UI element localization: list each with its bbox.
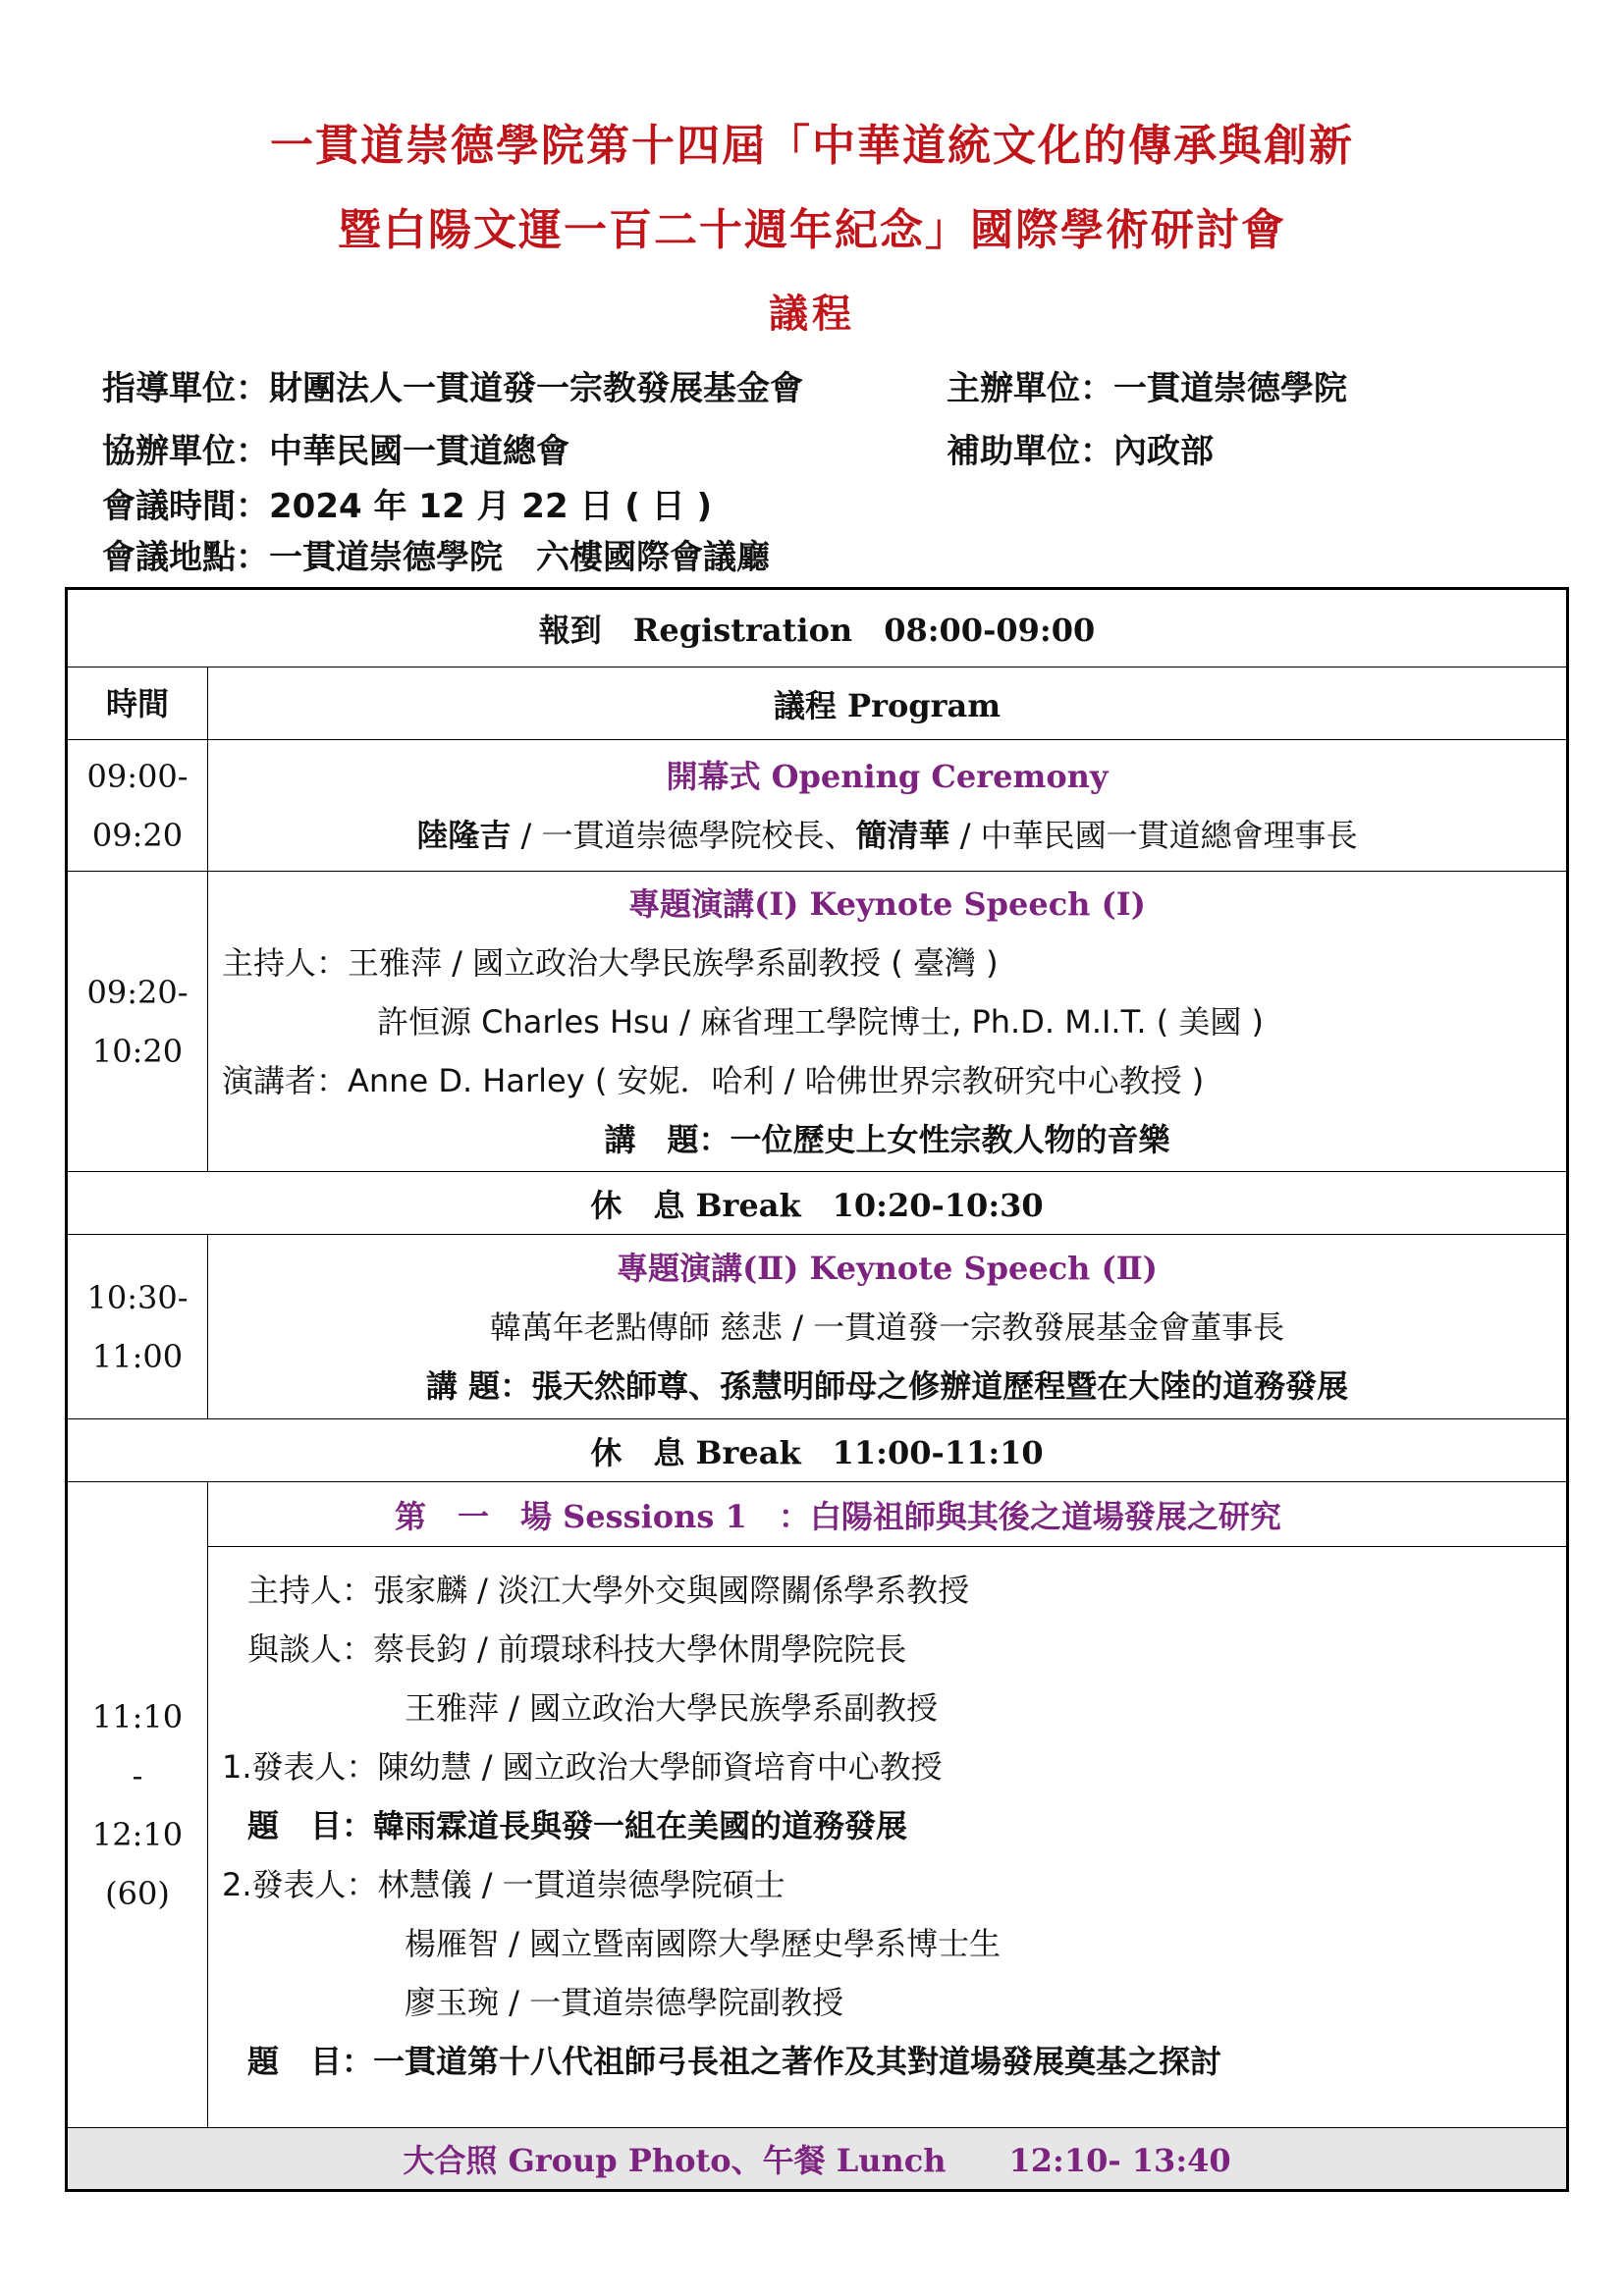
opening-time — [67, 740, 208, 872]
session1-time — [67, 1482, 208, 2128]
opening-time-start: 09:00- — [86, 757, 189, 795]
document-title-line1: 一貫道崇德學院第十四屆「中華道統文化的傳承與創新 — [270, 121, 1354, 171]
keynote2-program — [208, 1235, 1568, 1419]
break2-row — [67, 1419, 1568, 1482]
registration-row — [67, 589, 1568, 667]
keynote1-speaker: 演講者：Anne D. Harley ( 安妮．哈利 / 哈佛世界宗教研究中心教授 ) — [222, 1061, 1205, 1099]
keynote1-host2: 許恒源 Charles Hsu / 麻省理工學院博士, Ph.D. M.I.T. ( 美國 ) — [377, 1002, 1265, 1041]
keynote1-time — [67, 872, 208, 1172]
organizer-unit: 主辦單位：一貫道崇德學院 — [947, 369, 1347, 408]
keynote2-title: 專題演講(Ⅱ) Keynote Speech (Ⅱ) — [617, 1249, 1158, 1287]
keynote2-time-start: 10:30- — [86, 1278, 189, 1316]
lunch-cell: 大合照 Group Photo、午餐 Lunch 12:10- 13:40 — [67, 2128, 1568, 2191]
session1-time-end: 12:10 — [91, 1815, 184, 1853]
keynote1-host1: 主持人：王雅萍 / 國立政治大學民族學系副教授 ( 臺灣 ) — [222, 943, 999, 982]
keynote1-time-start: 09:20- — [86, 973, 189, 1011]
session1-host: 主持人：張家麟 / 淡江大學外交與國際關係學系教授 — [247, 1572, 970, 1609]
opening-role1: / 一貫道崇德學院校長、 — [511, 816, 856, 854]
keynote1-program — [208, 872, 1568, 1172]
opening-program — [208, 740, 1568, 872]
agenda-table — [65, 587, 1569, 2192]
meeting-time: 會議時間：2024 年 12 月 22 日 ( 日 ) — [102, 487, 713, 526]
lunch-row — [67, 2128, 1568, 2191]
keynote2-speaker: 韓萬年老點傳師 慈悲 / 一貫道發一宗教發展基金會董事長 — [489, 1308, 1285, 1346]
opening-name2: 簡清華 — [855, 816, 950, 854]
registration-cell: 報到 Registration 08:00-09:00 — [67, 589, 1568, 667]
meeting-venue: 會議地點：一貫道崇德學院 六樓國際會議廳 — [102, 538, 770, 577]
keynote1-time-end: 10:20 — [91, 1032, 184, 1070]
session1-time-start: 11:10 — [91, 1697, 184, 1735]
break1-row — [67, 1172, 1568, 1235]
opening-role2: / 中華民國一貫道總會理事長 — [949, 816, 1358, 854]
keynote1-topic: 講 題：一位歷史上女性宗教人物的音樂 — [604, 1120, 1170, 1158]
session1-presenter1: 1.發表人：陳幼慧 / 國立政治大學師資培育中心教授 — [222, 1748, 943, 1786]
keynote2-time — [67, 1235, 208, 1419]
opening-row — [67, 740, 1568, 872]
document-title-line2: 暨白陽文運一百二十週年紀念」國際學術研討會 — [338, 205, 1286, 255]
keynote1-title: 專題演講(Ⅰ) Keynote Speech (Ⅰ) — [628, 884, 1146, 923]
header-row — [67, 667, 1568, 740]
keynote1-row — [67, 872, 1568, 1172]
session1-title: 第 一 場 Sessions 1 ：白陽祖師與其後之道場發展之研究 — [208, 1482, 1568, 1547]
session1-duration: (60) — [105, 1874, 170, 1912]
session1-presenter2-c: 廖玉琬 / 一貫道崇德學院副教授 — [405, 1984, 844, 2021]
session1-body-row — [67, 1547, 1568, 2128]
session1-discussant2: 王雅萍 / 國立政治大學民族學系副教授 — [405, 1689, 939, 1727]
keynote2-row — [67, 1235, 1568, 1419]
break1-cell: 休 息 Break 10:20-10:30 — [67, 1172, 1568, 1235]
guidance-unit: 指導單位：財團法人一貫道發一宗教發展基金會 — [102, 369, 803, 408]
opening-speakers — [208, 806, 1566, 865]
program-column-header: 議程 Program — [208, 667, 1568, 740]
session1-program — [208, 1547, 1568, 2128]
session1-presenter2: 2.發表人：林慧儀 / 一貫道崇德學院碩士 — [222, 1866, 785, 1903]
opening-title: 開幕式 Opening Ceremony — [666, 757, 1109, 795]
session1-discussant1: 與談人：蔡長鈞 / 前環球科技大學休閒學院院長 — [247, 1630, 907, 1668]
time-column-header: 時間 — [67, 667, 208, 740]
sponsor-unit: 補助單位：內政部 — [947, 432, 1214, 471]
session1-header-row — [67, 1482, 1568, 1547]
session1-time-dash: - — [132, 1756, 143, 1794]
keynote2-topic: 講 題：張天然師尊、孫慧明師母之修辦道歷程暨在大陸的道務發展 — [425, 1366, 1349, 1405]
opening-time-end: 09:20 — [91, 816, 184, 854]
document-subtitle-agenda: 議程 — [769, 291, 855, 337]
session1-topic2: 題 目：一貫道第十八代祖師弓長祖之著作及其對道場發展奠基之探討 — [247, 2043, 1222, 2080]
session1-presenter2-b: 楊雁智 / 國立暨南國際大學歷史學系博士生 — [405, 1925, 1001, 1962]
opening-name1: 陸隆吉 — [416, 816, 512, 854]
keynote2-time-end: 11:00 — [91, 1337, 184, 1375]
session1-topic1: 題 目：韓雨霖道長與發一組在美國的道務發展 — [247, 1807, 908, 1844]
co-organizer-unit: 協辦單位：中華民國一貫道總會 — [102, 432, 569, 471]
break2-cell: 休 息 Break 11:00-11:10 — [67, 1419, 1568, 1482]
